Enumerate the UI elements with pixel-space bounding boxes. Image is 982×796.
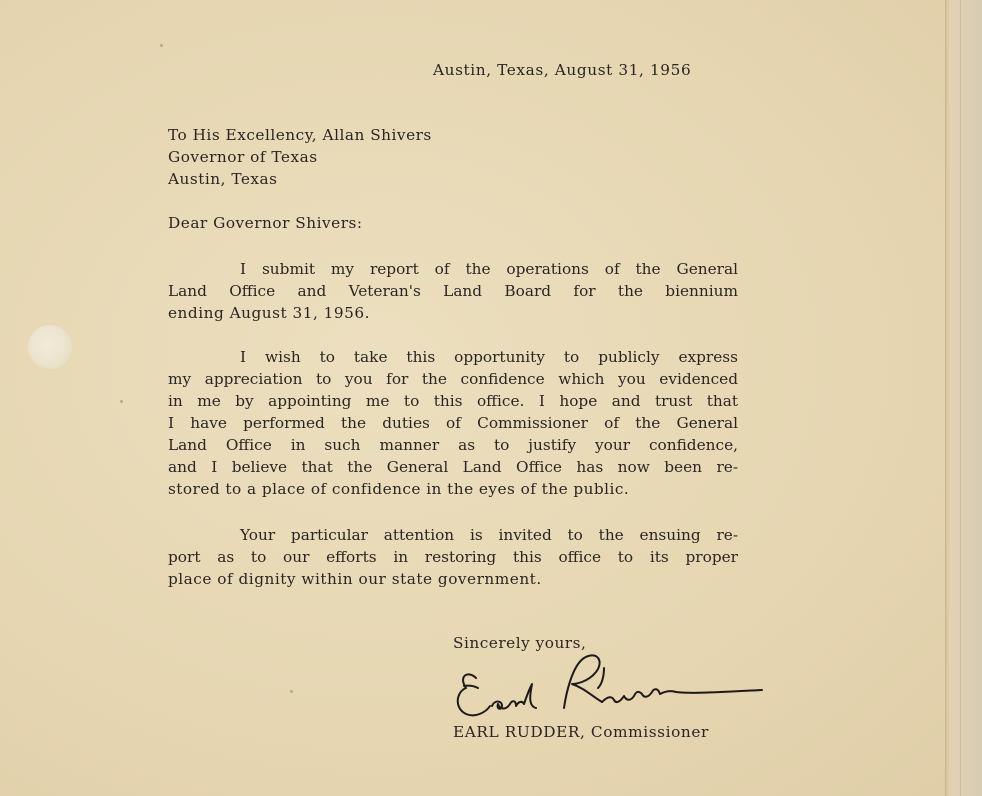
- paragraph-2-line: my appreciation to you for the confidence which you evidenced: [168, 370, 738, 388]
- recipient-line-3: Austin, Texas: [168, 170, 278, 188]
- paragraph-1-line: ending August 31, 1956.: [168, 304, 370, 322]
- recipient-line-1: To His Excellency, Allan Shivers: [168, 126, 432, 144]
- paragraph-2-line: I wish to take this opportunity to publicly express: [240, 348, 738, 366]
- date-line: Austin, Texas, August 31, 1956: [433, 61, 692, 79]
- paragraph-2-line: in me by appointing me to this office. I hope and trust that: [168, 392, 738, 410]
- handwritten-signature: [452, 648, 772, 728]
- recipient-line-2: Governor of Texas: [168, 148, 318, 166]
- paragraph-3-line: port as to our efforts in restoring this office to its proper: [168, 548, 738, 566]
- punch-hole: [28, 325, 72, 369]
- signatory-name: EARL RUDDER, Commissioner: [453, 723, 709, 741]
- paragraph-3-line: Your particular attention is invited to the ensuing re-: [240, 526, 738, 544]
- paragraph-1-line: I submit my report of the operations of the General: [240, 260, 738, 278]
- paragraph-2-line: Land Office in such manner as to justify your confidence,: [168, 436, 738, 454]
- paragraph-3-line: place of dignity within our state government.: [168, 570, 542, 588]
- closing: Sincerely yours,: [453, 634, 587, 652]
- paragraph-2-line: and I believe that the General Land Office has now been re-: [168, 458, 738, 476]
- salutation: Dear Governor Shivers:: [168, 214, 363, 232]
- page-edge-line: [960, 0, 961, 796]
- paragraph-2-line: I have performed the duties of Commissioner of the General: [168, 414, 738, 432]
- paper-speck: [290, 690, 293, 693]
- paragraph-1-line: Land Office and Veteran's Land Board for the biennium: [168, 282, 738, 300]
- paper-speck: [160, 44, 163, 47]
- page-edge: [945, 0, 982, 796]
- paper-speck: [120, 400, 123, 403]
- paragraph-2-line: stored to a place of confidence in the eyes of the public.: [168, 480, 630, 498]
